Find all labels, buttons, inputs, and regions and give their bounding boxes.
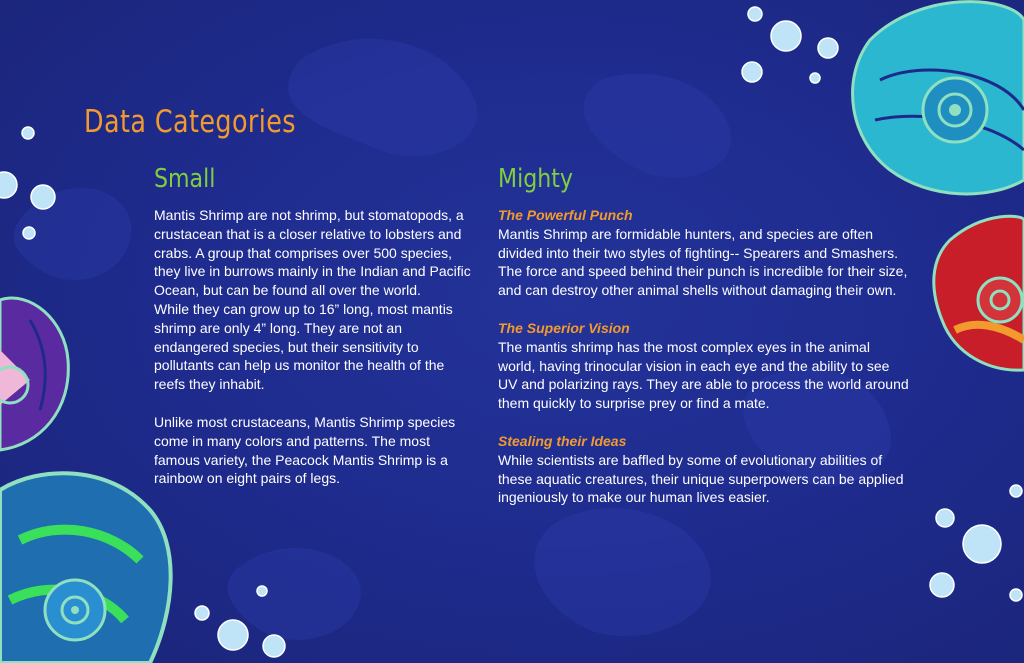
red-shell-icon [934, 216, 1024, 370]
section-superior-vision [498, 319, 910, 413]
section-title: The Superior Vision [498, 319, 630, 336]
section-title: Stealing their Ideas [498, 432, 627, 449]
small-column [154, 164, 474, 488]
section-text: The mantis shrimp has the most complex eyes in the animal world, having trinocular vision in each eye and the ability to see UV and polarizing rays. They are able to process the world around them quickly to surprise prey or find a mate. [498, 338, 909, 412]
page-title: Data Categories [84, 104, 296, 140]
small-paragraph-3: Unlike most crustaceans, Mantis Shrimp species come in many colors and patterns. The most famous variety, the Peacock Mantis Shrimp is a rainbow on eight pairs of legs. [154, 413, 456, 487]
mighty-column [498, 164, 910, 526]
section-stealing-ideas [498, 432, 910, 507]
section-text: While scientists are baffled by some of evolutionary abilities of these aquatic creatures, their unique superpowers can be applied ingeniously to make our human lives easier. [498, 451, 904, 506]
small-heading: Small [154, 164, 216, 194]
mighty-heading: Mighty [498, 164, 573, 194]
green-shell-icon [0, 473, 171, 663]
section-text: Mantis Shrimp are formidable hunters, and species are often divided into their two styles of fighting-- Spearers and Smashers. The force and speed behind their punch is incredible for their size, and can destroy other animal shells without damaging their own. [498, 225, 908, 299]
small-paragraph-2: While they can grow up to 16” long, most mantis shrimp are only 4” long. They are not an endangered species, but their sensitivity to pollutants can help us monitor the health of the reefs they inhabit. [154, 300, 453, 393]
purple-shell-icon [0, 298, 68, 450]
section-title: The Powerful Punch [498, 207, 633, 223]
section-powerful-punch [498, 206, 910, 300]
small-paragraph-1: Mantis Shrimp are not shrimp, but stomatopods, a crustacean that is a closer relative to lobsters and crabs. A group that comprises over 500 species, they live in burrows mainly in the Indian and Pacific Ocean, but can be found all over the world. [154, 207, 471, 299]
